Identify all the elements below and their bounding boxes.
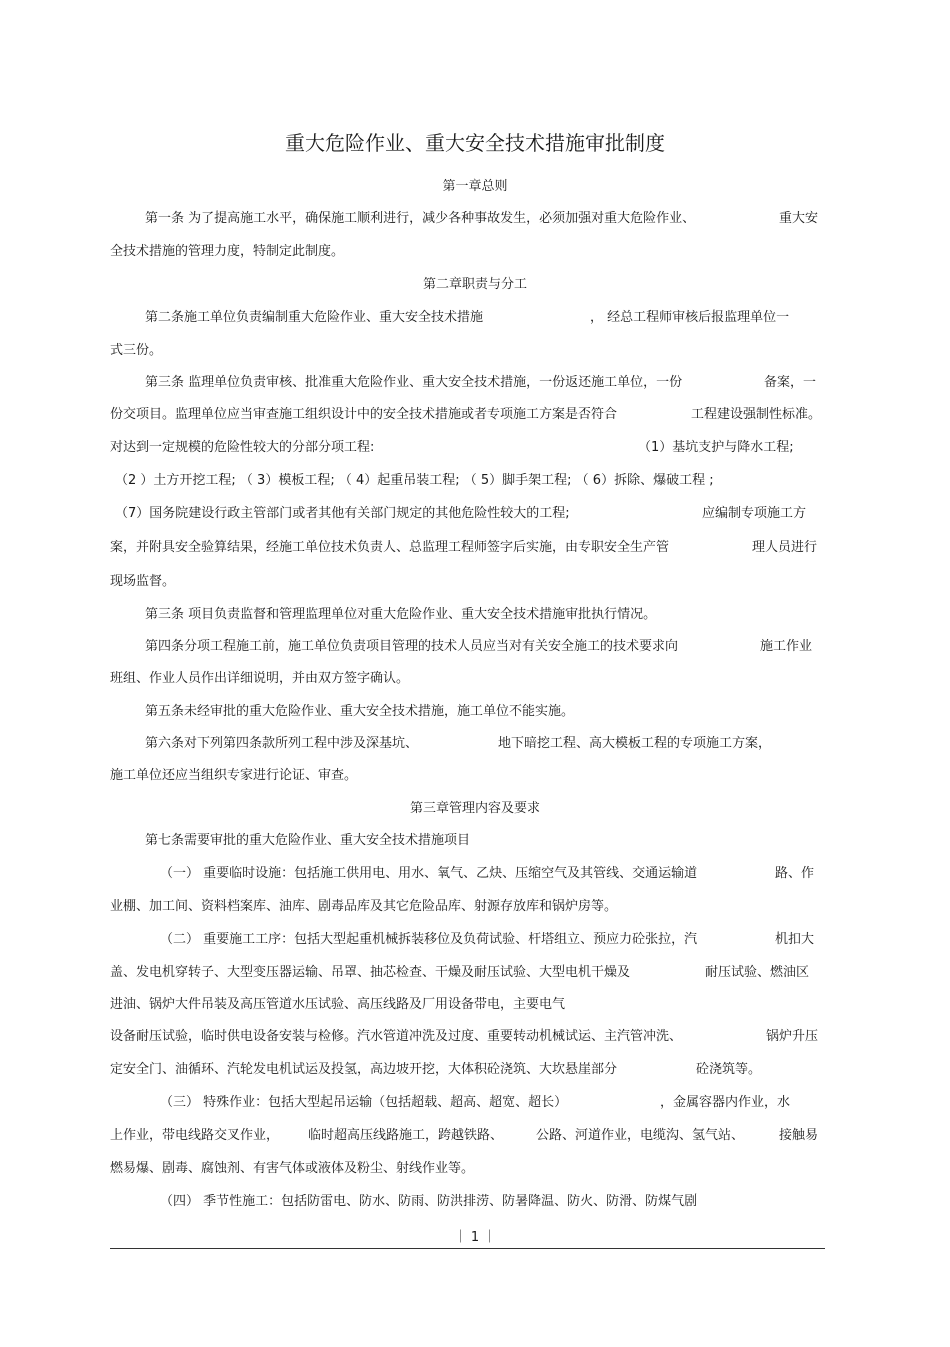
article-4-line-2: 班组、作业人员作出详细说明，并由双方签字确认。	[110, 671, 410, 686]
article-3-line-5-tail: 应编制专项施工方	[702, 506, 807, 521]
article-4-line-1: 第四条分项工程施工前，施工单位负责项目管理的技术人员应当对有关安全施工的技术要求向	[145, 639, 679, 654]
article-3-line-3: 对达到一定规模的危险性较大的分部分项工程:	[110, 440, 375, 455]
article-3-line-1-tail: 备案，一	[764, 375, 817, 390]
article-2-line-1: 第二条施工单位负责编制重大危险作业、重大安全技术措施	[145, 310, 484, 325]
item-3-line-2-part-3: 公路、河道作业，电缆沟、氢气站、	[536, 1128, 745, 1143]
footer-rule	[110, 1248, 825, 1249]
article-3-line-6-tail: 理人员进行	[752, 540, 818, 555]
article-2-line-2: 式三份。	[110, 343, 163, 358]
item-2-line-1: （二） 重要施工工序：包括大型起重机械拆装移位及负荷试验、杆塔组立、预应力砼张拉，汽	[160, 932, 698, 947]
page-title: 重大危险作业、重大安全技术措施审批制度	[285, 131, 665, 155]
article-3-line-2: 份交项目。监理单位应当审查施工组织设计中的安全技术措施或者专项施工方案是否符合	[110, 407, 618, 422]
item-1-line-1-tail: 路、作	[775, 866, 815, 881]
item-3-line-1-tail: ，金属容器内作业，水	[660, 1095, 791, 1110]
article-1-line-2: 全技术措施的管理力度，特制定此制度。	[110, 244, 345, 259]
article-2-line-1-tail: ， 经总工程师审核后报监理单位一	[590, 310, 790, 325]
item-2-line-4-tail: 锅炉升压	[766, 1029, 819, 1044]
article-5-line-1: 第五条未经审批的重大危险作业、重大安全技术措施，施工单位不能实施。	[145, 704, 575, 719]
article-3-line-5: （7）国务院建设行政主管部门或者其他有关部门规定的其他危险性较大的工程;	[115, 506, 570, 521]
item-2-line-2-tail: 耐压试验、燃油区	[705, 965, 810, 980]
page-number: ｜ 1 ｜	[453, 1230, 497, 1245]
item-3-line-2: 上作业，带电线路交叉作业，	[110, 1128, 280, 1143]
item-2-line-5: 定安全门、油循环、汽轮发电机试运及投氢，高边坡开挖，大体积砼浇筑、大坎悬崖部分	[110, 1062, 618, 1077]
article-6-line-2: 施工单位还应当组织专家进行论证、审查。	[110, 768, 358, 783]
article-3-line-7: 现场监督。	[110, 574, 176, 589]
item-4-line-1: （四） 季节性施工：包括防雷电、防水、防雨、防洪排涝、防暑降温、防火、防滑、防煤气剧	[160, 1194, 698, 1209]
article-3-line-2-tail: 工程建设强制性标准。	[691, 407, 822, 422]
item-3-line-2-part-2: 临时超高压线路施工，跨越铁路、	[308, 1128, 504, 1143]
article-4-line-1-tail: 施工作业	[760, 639, 813, 654]
item-3-line-3: 燃易爆、剧毒、腐蚀剂、有害气体或液体及粉尘、射线作业等。	[110, 1161, 475, 1176]
article-1-line-1: 第一条 为了提高施工水平，确保施工顺利进行，减少各种事故发生，必须加强对重大危险作业、	[145, 211, 696, 226]
item-2-line-4: 设备耐压试验，临时供电设备安装与检修。汽水管道冲洗及过度、重要转动机械试运、主汽管冲洗、	[110, 1029, 683, 1044]
article-3b-line-1: 第三条 项目负责监督和管理监理单位对重大危险作业、重大安全技术措施审批执行情况。	[145, 607, 657, 622]
article-6-line-1-tail: 地下暗挖工程、高大模板工程的专项施工方案，	[498, 736, 772, 751]
item-2-line-5-tail: 砼浇筑等。	[696, 1062, 762, 1077]
item-1-line-2: 业棚、加工间、资料档案库、油库、剧毒品库及其它危险品库、射源存放库和锅炉房等。	[110, 899, 618, 914]
chapter-heading-3: 第三章管理内容及要求	[409, 801, 540, 816]
chapter-heading-2: 第二章职责与分工	[422, 277, 527, 292]
item-3-line-2-tail: 接触易	[779, 1128, 819, 1143]
item-2-line-1-tail: 机扣大	[775, 932, 815, 947]
article-3-line-4: （2 ）土方开挖工程; （ 3）模板工程; （ 4）起重吊装工程; （ 5）脚手架工程; （ 6）拆除、爆破工程 ;	[115, 473, 714, 488]
item-2-line-2: 盖、发电机穿转子、大型变压器运输、吊罩、抽芯检查、干燥及耐压试验、大型电机干燥及	[110, 965, 631, 980]
article-1-line-1-tail: 重大安	[779, 211, 819, 226]
item-1-line-1: （一） 重要临时设施：包括施工供用电、用水、氧气、乙炔、压缩空气及其管线、交通运输道	[160, 866, 698, 881]
article-3-line-3-tail: （1）基坑支护与降水工程;	[638, 440, 794, 455]
article-6-line-1: 第六条对下列第四条款所列工程中涉及深基坑、	[145, 736, 419, 751]
article-3-line-1: 第三条 监理单位负责审核、批准重大危险作业、重大安全技术措施，一份返还施工单位，一份	[145, 375, 683, 390]
item-3-line-1: （三） 特殊作业：包括大型起吊运输（包括超载、超高、超宽、超长）	[160, 1095, 568, 1110]
item-2-line-3: 进油、锅炉大件吊装及高压管道水压试验、高压线路及厂用设备带电，主要电气	[110, 997, 566, 1012]
article-3-line-6: 案，并附具安全验算结果，经施工单位技术负责人、总监理工程师签字后实施，由专职安全生产管	[110, 540, 670, 555]
chapter-heading-1: 第一章总则	[442, 179, 508, 194]
article-7-line-1: 第七条需要审批的重大危险作业、重大安全技术措施项目	[145, 833, 471, 848]
